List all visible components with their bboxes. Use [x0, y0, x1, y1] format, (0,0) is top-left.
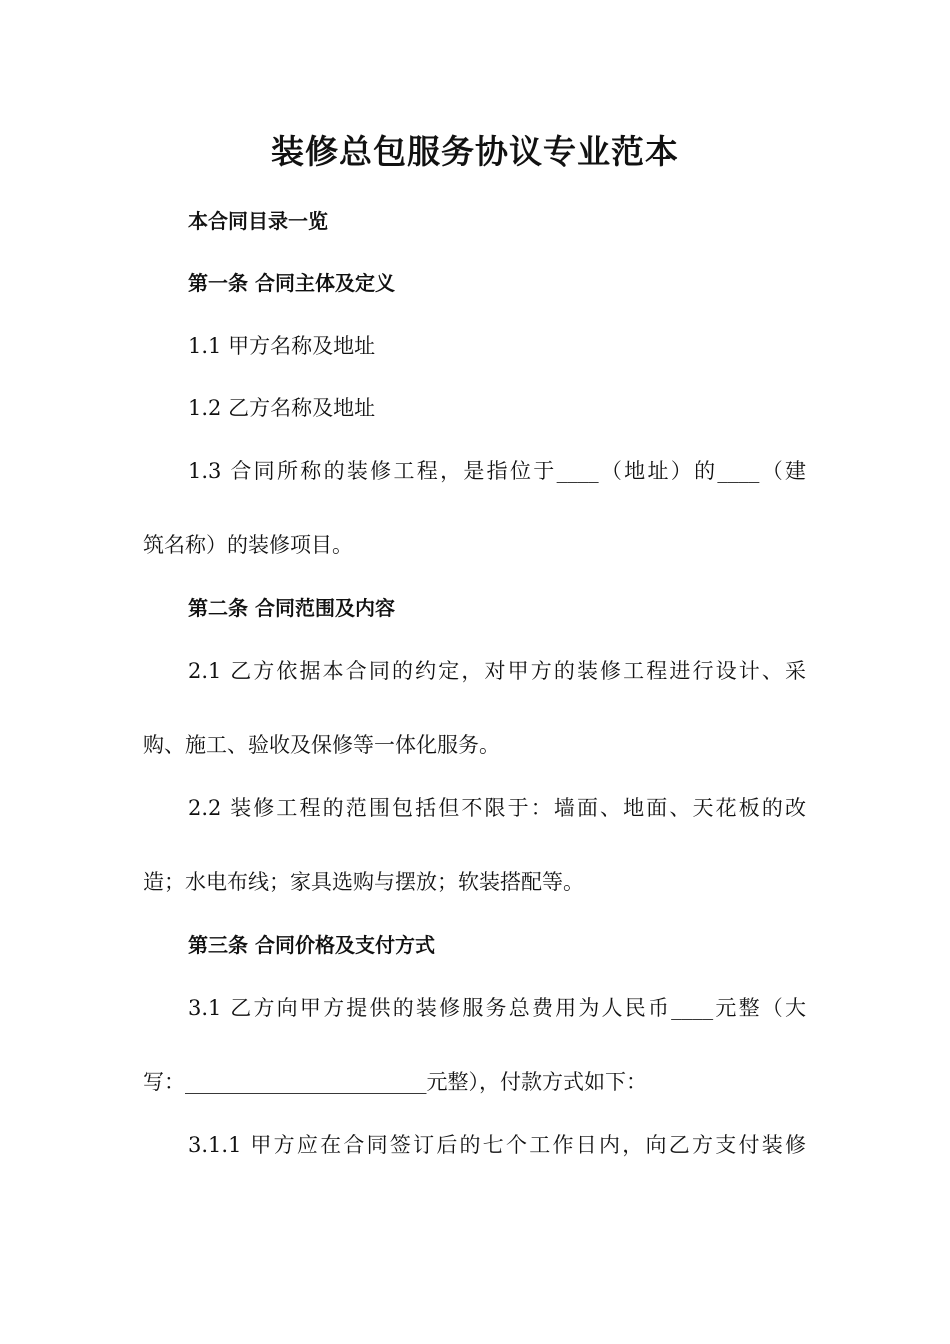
clause-1-3-line-2: 筑名称）的装修项目。	[143, 533, 353, 557]
document-title: 装修总包服务协议专业范本	[271, 132, 679, 171]
clause-3-1-line-1: 3.1 乙方向甲方提供的装修服务总费用为人民币____元整（大	[188, 996, 806, 1020]
clause-1-1: 1.1 甲方名称及地址	[188, 334, 376, 358]
clause-3-1-line-2: 写：_______________________元整），付款方式如下：	[143, 1070, 647, 1094]
clause-3-1-1-line-1: 3.1.1 甲方应在合同签订后的七个工作日内，向乙方支付装修	[188, 1133, 806, 1157]
article-1-heading: 第一条 合同主体及定义	[188, 271, 395, 295]
clause-2-1-line-1: 2.1 乙方依据本合同的约定，对甲方的装修工程进行设计、采	[188, 659, 806, 683]
clause-1-3-line-1: 1.3 合同所称的装修工程，是指位于____（地址）的____（建	[188, 459, 806, 483]
clause-2-2-line-1: 2.2 装修工程的范围包括但不限于：墙面、地面、天花板的改	[188, 796, 806, 820]
article-3-heading: 第三条 合同价格及支付方式	[188, 933, 435, 957]
toc-heading: 本合同目录一览	[188, 209, 328, 233]
article-2-heading: 第二条 合同范围及内容	[188, 596, 395, 620]
clause-2-1-line-2: 购、施工、验收及保修等一体化服务。	[143, 733, 500, 757]
clause-1-2: 1.2 乙方名称及地址	[188, 396, 376, 420]
clause-2-2-line-2: 造；水电布线；家具选购与摆放；软装搭配等。	[143, 870, 584, 894]
